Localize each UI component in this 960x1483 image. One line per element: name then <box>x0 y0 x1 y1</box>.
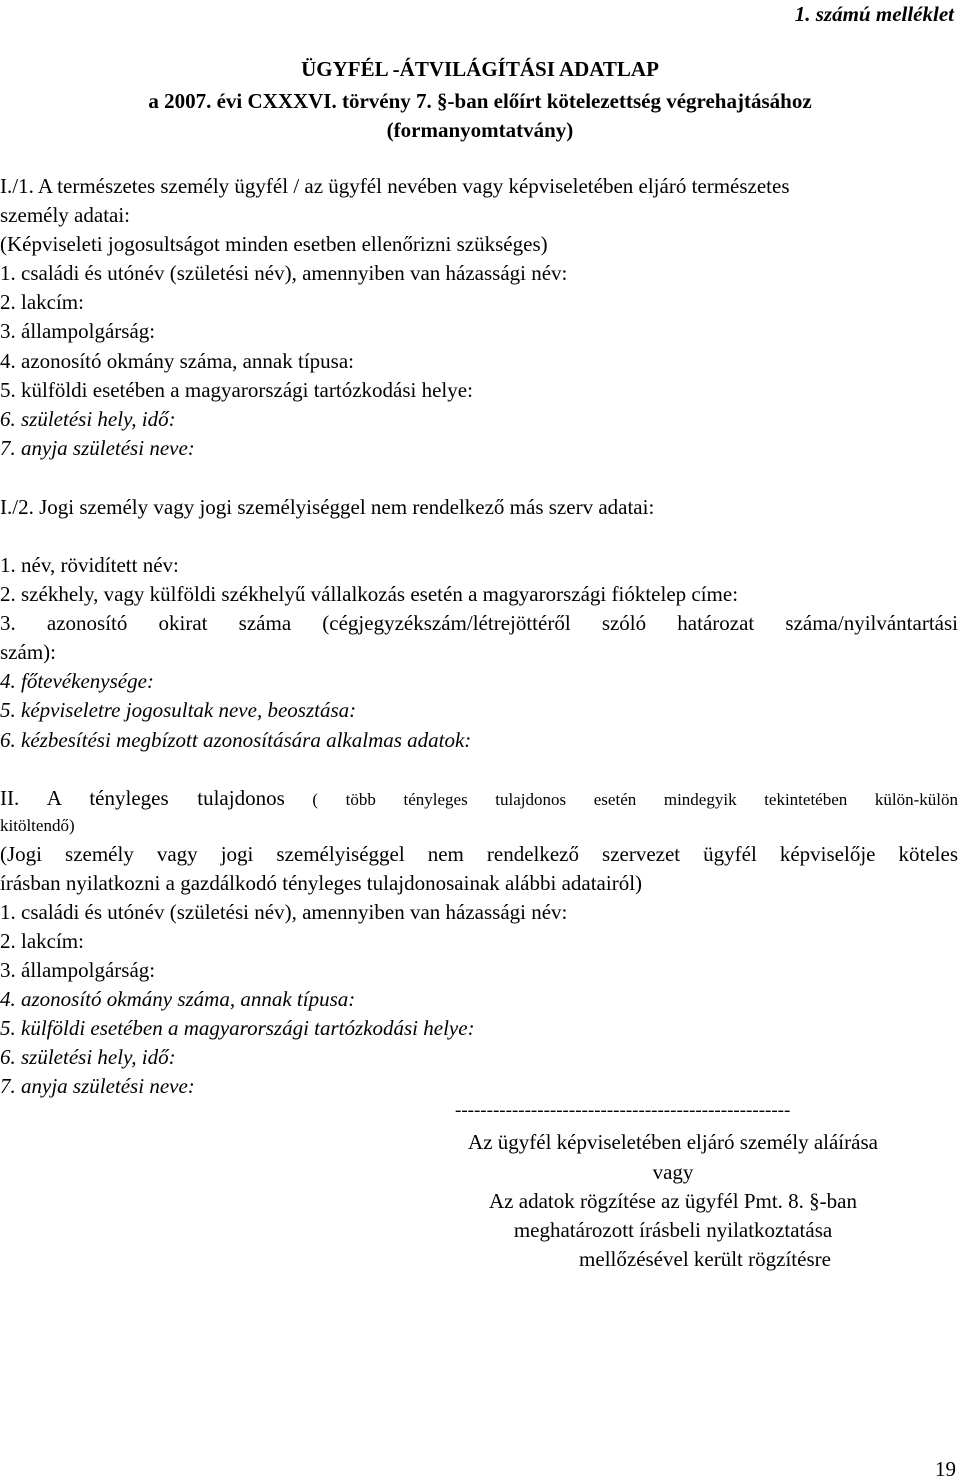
signature-caption-1: Az ügyfél képviseletében eljáró személy aláírása <box>468 1130 878 1154</box>
section2-heading: I./2. Jogi személy vagy jogi személyiséggel nem rendelkező más szerv adatai: <box>0 495 655 519</box>
section1-item-4: 4. azonosító okmány száma, annak típusa: <box>0 349 354 373</box>
signature-caption-3: meghatározott írásbeli nyilatkoztatása <box>513 1218 833 1242</box>
section2-item-3: 3. azonosító okirat száma (cégjegyzékszám/létrejöttéről szóló határozat száma/nyilvántartási <box>0 611 958 635</box>
section1-item-5: 5. külföldi esetében a magyarországi tartózkodási helye: <box>0 378 473 402</box>
section3-note-line2: írásban nyilatkozni a gazdálkodó tényleges tulajdonosainak alábbi adatairól) <box>0 871 643 895</box>
section3-note-line1: (Jogi személy vagy jogi személyiséggel nem rendelkező szervezet ügyfél képviselője köteles <box>0 842 958 866</box>
section3-item-6: 6. születési hely, idő: <box>0 1045 176 1069</box>
section3-heading-main: II. A tényleges tulajdonos <box>0 786 285 810</box>
signature-caption-2: Az adatok rögzítése az ügyfél Pmt. 8. §-ban <box>489 1189 857 1213</box>
annex-label: 1. számú melléklet <box>794 2 954 26</box>
signature-caption-4: mellőzésével került rögzítésre <box>579 1247 831 1271</box>
section3-item-5: 5. külföldi esetében a magyarországi tartózkodási helye: <box>0 1016 475 1040</box>
section1-heading-line2: személy adatai: <box>0 203 131 227</box>
section3-item-2: 2. lakcím: <box>0 929 84 953</box>
section2-item-3-cont: szám): <box>0 640 56 664</box>
section3-item-7: 7. anyja születési neve: <box>0 1074 195 1098</box>
section1-item-1: 1. családi és utónév (születési név), amennyiben van házassági név: <box>0 261 568 285</box>
section3-heading-small-line2: kitöltendő) <box>0 816 75 835</box>
signature-caption-or: vagy <box>652 1160 694 1184</box>
section3-heading-small: ( több tényleges tulajdonos esetén mindegyik tekintetében külön-külön <box>284 790 958 809</box>
section2-item-5: 5. képviseletre jogosultak neve, beosztása: <box>0 698 357 722</box>
form-subtitle: a 2007. évi CXXXVI. törvény 7. §-ban előírt kötelezettség végrehajtásához <box>148 89 812 113</box>
section3-item-3: 3. állampolgárság: <box>0 958 156 982</box>
section3-heading <box>0 785 958 813</box>
form-title: ÜGYFÉL -ÁTVILÁGÍTÁSI ADATLAP <box>301 57 659 81</box>
section1-item-2: 2. lakcím: <box>0 290 84 314</box>
section1-item-3: 3. állampolgárság: <box>0 319 156 343</box>
section2-item-2: 2. székhely, vagy külföldi székhelyű vállalkozás esetén a magyarországi fióktelep címe: <box>0 582 739 606</box>
section1-heading-line1: I./1. A természetes személy ügyfél / az ügyfél nevében vagy képviseletében eljáró természetes <box>0 174 790 198</box>
section1-item-6: 6. születési hely, idő: <box>0 407 176 431</box>
section2-item-4: 4. főtevékenysége: <box>0 669 154 693</box>
section1-item-7: 7. anyja születési neve: <box>0 436 195 460</box>
section1-note: (Képviseleti jogosultságot minden esetben ellenőrizni szükséges) <box>0 232 548 256</box>
section2-item-1: 1. név, rövidített név: <box>0 553 179 577</box>
signature-line: ----------------------------------------------------- <box>455 1100 791 1121</box>
form-type: (formanyomtatvány) <box>386 118 574 142</box>
page-number: 19 <box>935 1457 956 1481</box>
section3-item-4: 4. azonosító okmány száma, annak típusa: <box>0 987 356 1011</box>
section3-item-1: 1. családi és utónév (születési név), amennyiben van házassági név: <box>0 900 568 924</box>
section2-item-6: 6. kézbesítési megbízott azonosítására alkalmas adatok: <box>0 728 472 752</box>
